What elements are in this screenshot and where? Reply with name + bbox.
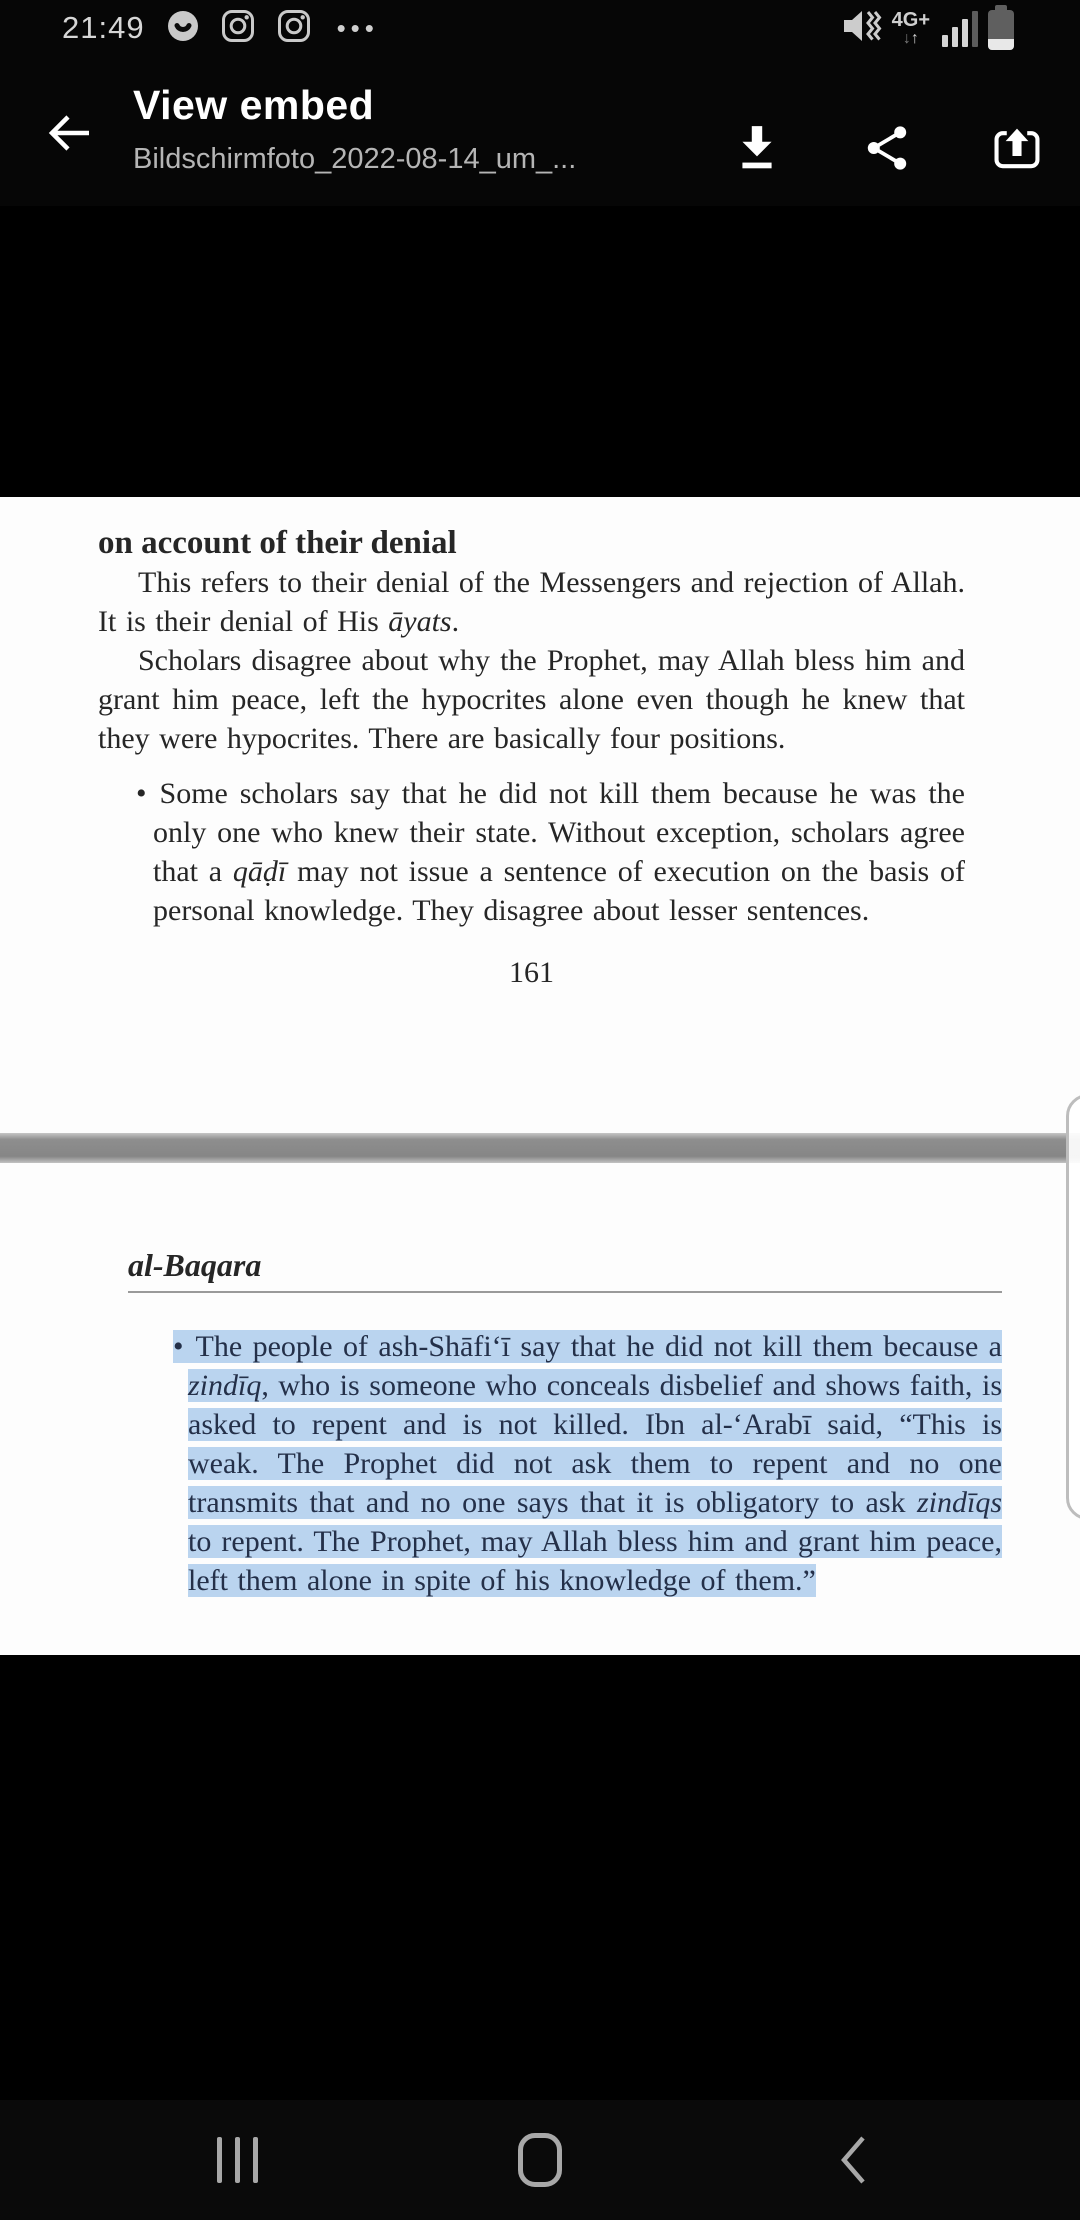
download-button[interactable] xyxy=(732,122,782,174)
instagram-notification-icon xyxy=(221,9,255,48)
bullet-marker: • xyxy=(173,1330,184,1363)
smiley-notification-icon xyxy=(167,10,199,47)
home-icon xyxy=(518,2133,562,2187)
page-title: View embed xyxy=(133,82,375,128)
section-heading: on account of their denial xyxy=(98,525,457,561)
bullet-marker: • xyxy=(136,777,147,810)
page-divider xyxy=(0,1133,1080,1163)
network-type-indicator: 4G+ ↓↑ xyxy=(891,8,930,47)
back-button[interactable] xyxy=(42,106,96,160)
status-bar xyxy=(0,0,1080,56)
recents-button[interactable] xyxy=(197,2118,277,2202)
running-header: al-Baqara xyxy=(128,1247,262,1283)
document-page-next xyxy=(0,1163,1080,1655)
page-number: 161 xyxy=(509,956,554,989)
more-notifications-indicator: ••• xyxy=(336,12,379,43)
document-viewer[interactable] xyxy=(0,206,1080,2100)
back-nav-button[interactable] xyxy=(813,2118,893,2202)
back-icon xyxy=(833,2131,873,2189)
mute-vibrate-icon xyxy=(840,5,882,52)
highlighted-bullet-item: • The people of ash-Shāfi‘ī say that he did not kill them because a zindīq, who is someone who conceals disbelief and shows faith, is asked to repent and is not killed. Ibn al-‘Arabī said, “This is weak. The Prophet did not ask them to repent and no one transmits that and no one says that it is obligatory to ask zindīqs to repent. The Prophet, may Allah bless him and grant him peace, left them alone in spite of his knowledge of them.” xyxy=(173,1330,1002,1597)
bullet-item: • Some scholars say that he did not kill them because he was the only one who knew their state. Without exception, scholars agree that a qāḍī may not issue a sentence of execution on the basis of personal knowledge. They disagree about lesser sentences. xyxy=(136,777,965,927)
home-button[interactable] xyxy=(500,2118,580,2202)
signal-strength-icon xyxy=(942,9,978,47)
clock: 21:49 xyxy=(62,10,145,45)
navigation-bar xyxy=(0,2100,1080,2220)
document-page-161 xyxy=(0,497,1080,1133)
share-button[interactable] xyxy=(862,122,912,174)
header-rule xyxy=(128,1291,1002,1293)
paragraph: Scholars disagree about why the Prophet, may Allah bless him and grant him peace, left the hypocrites alone even though he knew that they were hypocrites. There are basically four positions. xyxy=(98,644,965,755)
open-in-button[interactable] xyxy=(992,122,1042,174)
recents-icon xyxy=(217,2137,258,2183)
app-header xyxy=(0,56,1080,206)
instagram-notification-icon xyxy=(277,9,311,48)
paragraph: This refers to their denial of the Messengers and rejection of Allah. It is their denial of His āyats. xyxy=(98,566,965,638)
scrollbar-thumb[interactable] xyxy=(1066,1094,1080,1520)
file-name-subtitle: Bildschirmfoto_2022-08-14_um_... xyxy=(133,143,577,175)
battery-icon xyxy=(988,5,1014,51)
